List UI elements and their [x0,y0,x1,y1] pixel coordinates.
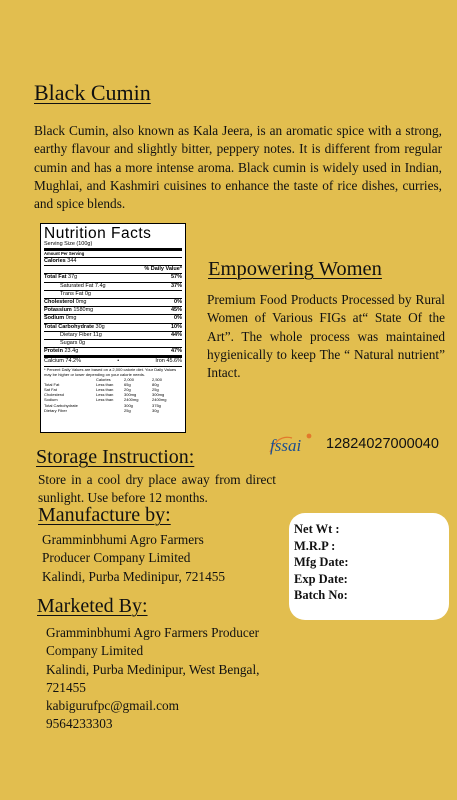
batch-no-label: Batch No: [294,588,348,602]
nutrient-row [44,298,182,306]
nutrition-title: Nutrition Facts [44,225,152,242]
table-cell: Less than [96,381,114,387]
nutrient-label: Total Fat [44,274,67,281]
calories-row [44,257,182,265]
nutrient-row [44,282,182,290]
amount-per-serving: Amount Per Serving [44,251,85,256]
storage-text: Store in a cool dry place away from direct sunlight. Use before 12 months. [38,472,276,506]
table-cell: Sodium [44,397,58,403]
mrp-label: M.R.P : [294,538,336,553]
nutrient-row [44,314,182,322]
nutrient-label: Potassium [44,307,72,314]
table-cell: 25g [152,387,159,393]
table-cell: 80g [152,381,159,387]
table-cell: 25g [124,407,131,413]
nutrient-dv: 47% [170,348,182,355]
daily-value-header [44,265,182,273]
table-cell: 300mg [152,392,165,398]
fssai-logo-text: fssai [270,436,302,455]
product-info-box [289,513,449,620]
marketer-line: Company Limited [46,643,144,659]
table-cell: 65g [124,381,131,387]
table-cell: 2400mg [152,397,167,403]
empowering-text: Premium Food Products Processed by Rural Women of Various FIGs at“ State Of the Art”. The whole process was maintained hygienically to keep The “ Natural nutrient” Intact. [207,292,445,381]
table-cell: Less than [96,392,114,398]
nutrient-amount: 11g [93,331,102,338]
nutrient-row [44,290,182,298]
table-cell: 30g [152,407,159,413]
table-cell: 300g [124,402,133,408]
nutrient-label: Protein [44,348,63,355]
nutrient-amount: 7.4g [94,282,106,289]
exp-date-label: Exp Date: [294,571,348,586]
nutrient-dv: 44% [170,331,182,338]
calcium-value: Calcium 74.2% [44,358,81,365]
table-cell: Total Carbohydrate [44,402,78,408]
table-header-cell: Calories [96,376,111,382]
nutrient-label: Dietary Fiber [60,331,92,338]
table-cell: 2400mg [124,397,139,403]
nutrient-amount: 0g [84,290,91,297]
marketer-email: kabigurufpc@gmail.com [46,698,179,714]
row-dot: • [117,358,120,365]
nutrient-row [44,306,182,314]
table-cell: 20g [124,387,131,393]
table-cell: 300mg [124,392,137,398]
nutrient-rows [44,273,182,355]
table-cell: Less than [96,397,114,403]
nutrient-amount: 37g [68,274,78,281]
nutrient-amount: 0mg [75,299,87,306]
table-header-cell: 2,000 [124,376,135,382]
nutrient-amount: 1580mg [73,307,94,314]
nutrient-row [44,331,182,339]
product-description: Black Cumin, also known as Kala Jeera, is an aromatic spice with a strong, earthy flavour and slightly bitter, peppery notes. It is different from regular cumin and has a more intense aroma. Black cumin is widely used in Indian, Mughlai, and Kashmiri cuisines to enhance the taste of rice dishes, curries, and spice blends. [34,123,442,212]
nutrient-label: Sugars [60,340,78,347]
net-weight-label: Net Wt : [294,522,340,536]
nutrient-row [44,347,182,355]
nutrient-dv: 37% [170,282,182,289]
manufacturer-line: Producer Company Limited [42,550,191,566]
nutrient-row [44,323,182,331]
nutrient-dv: 0% [174,299,182,306]
fssai-license-number: 12824027000040 [326,436,439,452]
nutrient-amount: 0g [78,340,86,347]
manufacturer-address [42,531,282,586]
nutrient-dv: 45% [170,307,182,314]
nutrient-dv: 57% [170,274,182,281]
mfg-date-label: Mfg Date: [294,555,349,569]
nutrient-row [44,339,182,347]
nutrient-amount: 0mg [65,315,77,322]
marketer-line: Gramminbhumi Agro Farmers Producer [46,625,260,640]
nutrient-amount: 23.4g [64,348,79,355]
product-title: Black Cumin [34,80,151,105]
serving-size: Serving Size (100g) [44,241,182,251]
marketed-title: Marketed By: [37,595,148,617]
daily-value-table [44,377,182,413]
manufacturer-line: Gramminbhumi Agro Farmers [42,532,204,547]
table-cell [96,408,124,413]
manufacturer-line: Kalindi, Purba Medinipur, 721455 [42,568,226,584]
marketer-phone: 9564233303 [46,716,113,732]
nutrient-label: Trans Fat [60,290,84,297]
table-header-cell: 2,500 [152,376,163,382]
nutrient-dv: 0% [174,315,182,322]
iron-value: Iron 45.6% [155,358,182,365]
calories-label: Calories [44,258,66,264]
manufacture-title: Manufacture by: [38,504,171,526]
nutrient-row [44,273,182,281]
nutrient-label: Sodium [44,315,65,322]
nutrient-label: Total Carbohydrate [44,323,95,330]
nutrition-footnote: * Percent Daily Values are based on a 2,000 calorie diet. Your Daily Values may be higher or lower depending on your calorie needs. [44,366,182,377]
storage-title: Storage Instruction: [36,446,195,468]
fssai-logo [268,432,314,456]
nutrient-dv: 10% [170,323,182,330]
empowering-title: Empowering Women [208,258,382,280]
table-cell: Sat Fat [44,387,57,393]
marketer-line: 721455 [46,679,86,695]
marketer-address [46,624,306,734]
dv-header-text: % Daily Value* [144,266,182,273]
calories-value: 344 [67,258,77,264]
nutrient-amount: 30g [95,323,105,330]
vitamins-row [44,355,182,365]
table-cell: Total Fat [44,381,60,387]
nutrition-facts-panel [40,223,186,433]
table-cell: Cholesterol [44,392,65,398]
table-cell: Less than [96,387,114,393]
marketer-line: Kalindi, Purba Medinipur, West Bengal, [46,661,260,677]
table-cell: 375g [152,402,161,408]
nutrient-label: Cholesterol [44,299,75,306]
nutrient-label: Saturated Fat [60,282,94,289]
table-cell: Dietary Fiber [44,407,67,413]
